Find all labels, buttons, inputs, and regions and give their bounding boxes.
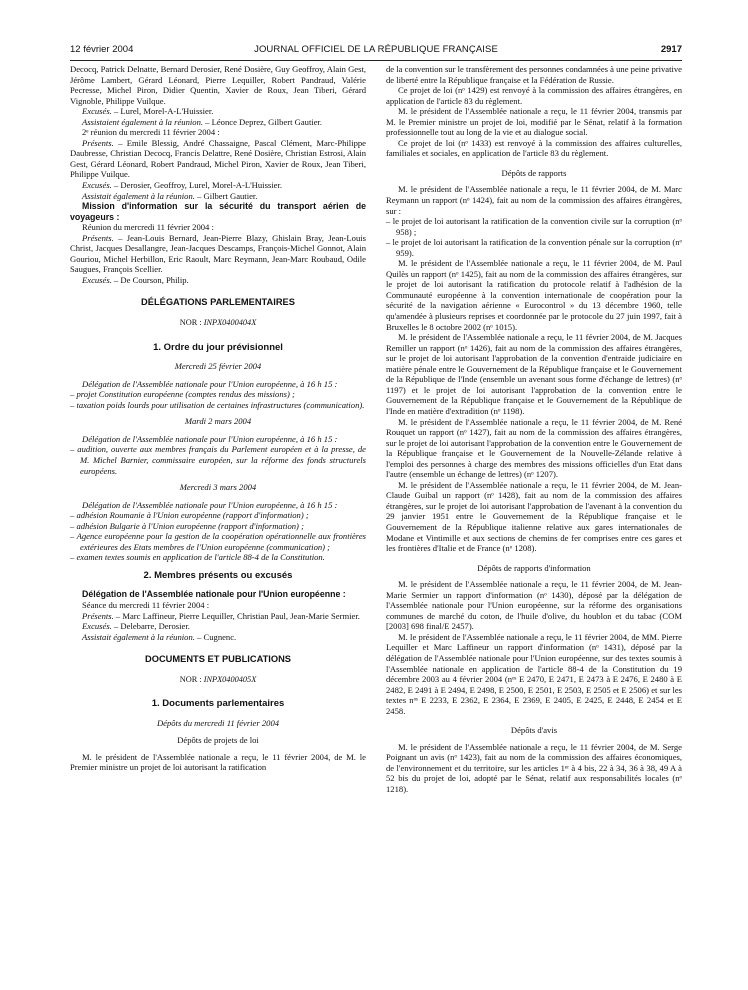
list-item: – examen textes soumis en application de l'article 88-4 de la Constitution. bbox=[70, 552, 325, 563]
header-date: 12 février 2004 bbox=[70, 44, 134, 55]
left-column bbox=[70, 64, 366, 773]
agenda-date: Mercredi 3 mars 2004 bbox=[179, 482, 257, 493]
list-item: – projet Constitution européenne (comptes rendus des missions) ; bbox=[70, 389, 295, 400]
paragraph: 2ᵉ réunion du mercredi 11 février 2004 : bbox=[82, 127, 220, 138]
paragraph: de la convention sur le transfèrement des personnes condamnées à une peine privative de liberté entre la République française et la Fédération de Russie. bbox=[386, 64, 682, 85]
paragraph: Ce projet de loi (nᵒ 1429) est renvoyé à la commission des affaires étrangères, en application de l'article 83 du règlement. bbox=[386, 85, 682, 106]
header-page-number: 2917 bbox=[660, 44, 682, 55]
nor-reference: NOR : INPX0400404X bbox=[179, 318, 257, 328]
list-item: – adhésion Roumanie à l'Union européenne (rapport d'information) ; bbox=[70, 510, 309, 521]
paragraph: Réunion du mercredi 11 février 2004 : bbox=[82, 222, 214, 233]
paragraph: Assistait également à la réunion. – Gilbert Gautier. bbox=[82, 190, 258, 201]
mission-title: Mission d'information sur la sécurité du transport aérien de voyageurs : bbox=[70, 201, 366, 222]
paragraph: Présents. – Marc Laffineur, Pierre Lequiller, Christian Paul, Jean-Marie Sermier. bbox=[82, 610, 360, 621]
paragraph: Assistaient également à la réunion. – Léonce Deprez, Gilbert Gautier. bbox=[82, 116, 323, 127]
header-title: JOURNAL OFFICIEL DE LA RÉPUBLIQUE FRANÇAISE bbox=[254, 44, 498, 55]
paragraph: M. le président de l'Assemblée nationale a reçu, le 11 février 2004, transmis par M. le Premier ministre un projet de loi, modifié par le Sénat, relatif à la formation professionnelle tout au long de la vie et au dialogue social. bbox=[386, 106, 682, 138]
paragraph: M. le président de l'Assemblée nationale a reçu, le 11 février 2004, de M. Jean-Marie Sermier un rapport d'information (nᵒ 1430), déposé par la délégation de l'Assemblée nationale pour l'Union européenne, sur la réforme des organisations communes de marché du coton, de l'huile d'olive, du houblon et du tabac (COM [2003] 698 final/E 2457). bbox=[386, 579, 682, 632]
subheading: Dépôts d'avis bbox=[510, 725, 558, 736]
list-item: – audition, ouverte aux membres français du Parlement européen et à la presse, de M. Michel Barnier, commissaire européen, sur la réforme des fonds structurels européens. bbox=[70, 444, 366, 476]
right-column bbox=[386, 64, 682, 795]
paragraph: M. le président de l'Assemblée nationale a reçu, le 11 février 2004, de M. Marc Reymann un rapport (nᵒ 1424), fait au nom de la commission des affaires étrangères, sur : bbox=[386, 184, 682, 216]
paragraph: Délégation de l'Assemblée nationale pour l'Union européenne, à 16 h 15 : bbox=[82, 433, 338, 444]
paragraph: Délégation de l'Assemblée nationale pour l'Union européenne, à 16 h 15 : bbox=[82, 378, 338, 389]
paragraph: Présents. – Jean-Louis Bernard, Jean-Pierre Blazy, Ghislain Bray, Jean-Louis Christ, Jacques Desallangre, Jean-Jacques Descamps, François-Michel Gonnot, Alain Gouriou, Michel Herbillon, Eric Raoult, Marc Reymann, Jean-Marc Roubaud, Odile Saugues, François Scellier. bbox=[70, 232, 366, 275]
paragraph: M. le président de l'Assemblée nationale a reçu, le 11 février 2004, de M. Jacques Remiller un rapport (nᵒ 1426), fait au nom de la commission des affaires étrangères, sur le projet de loi autorisant l'approbation de la convention d'entraide judiciaire en matière pénale entre le Gouvernement de la République française et le Gouvernement de la République de l'Inde (ensemble un avenant sous forme d'échange de lettres) (nᵒ 1197) et le projet de loi autorisant l'approbation de la convention entre le Gouvernement de la République française et le Gouvernement de la République de l'Inde en matière d'extradition (nᵒ 1198). bbox=[386, 332, 682, 416]
subsection-heading: 1. Documents parlementaires bbox=[151, 698, 285, 710]
paragraph: M. le président de l'Assemblée nationale a reçu, le 11 février 2004, de MM. Pierre Lequiller et Marc Laffineur un rapport d'information (nᵒ 1431), déposé par la délégation de l'Assemblée nationale pour l'Union européenne, sur des textes soumis à l'Assemblée nationale en application de l'article 88-4 de la Constitution du 19 décembre 2003 au 4 février 2004 (nᵒˢ E 2470, E 2471, E 2473 à E 2476, E 2480 à E 2482, E 2491 à E 2494, E 2498, E 2500, E 2501, E 2503, E 2505 et E 2506) et sur les textes nᵒˢ E 2233, E 2362, E 2364, E 2369, E 2405, E 2425, E 2448, E 2454 et E 2458. bbox=[386, 631, 682, 716]
subsection-heading: 1. Ordre du jour prévisionnel bbox=[153, 341, 283, 353]
paragraph: M. le président de l'Assemblée nationale a reçu, le 11 février 2004, de M. René Rouquet un rapport (nᵒ 1427), fait au nom de la commission des affaires étrangères, sur le projet de loi autorisant l'approbation de la convention entre le Gouvernement de la République française et le Gouvernement de la Nouvelle-Zélande relative à l'emploi des personnes à charge des membres des missions officielles d'un Etat dans l'autre (ensemble un échange de lettres) (nᵒ 1207). bbox=[386, 416, 682, 480]
section-title: DÉLÉGATIONS PARLEMENTAIRES bbox=[141, 297, 295, 308]
paragraph: M. le président de l'Assemblée nationale a reçu, le 11 février 2004, de M. Paul Quilès un rapport (nᵒ 1425), fait au nom de la commission des affaires étrangères, sur le projet de loi autorisant la ratification du protocole relatif à l'adhésion de la Communauté européenne à la convention internationale de coopération pour la sécurité de la navigation aérienne « Eurocontrol » du 13 décembre 1960, telle qu'amendée à plusieurs reprises et coordonnée par le protocole du 27 juin 1997, fait à Bruxelles le 8 octobre 2002 (nᵒ 1015). bbox=[386, 258, 682, 332]
paragraph: Séance du mercredi 11 février 2004 : bbox=[82, 599, 210, 610]
paragraph: Excusés. – De Courson, Philip. bbox=[82, 274, 189, 285]
paragraph: M. le président de l'Assemblée nationale a reçu, le 11 février 2004, de M. le Premier ministre un projet de loi autorisant la ratification bbox=[70, 751, 366, 773]
subsection-heading: 2. Membres présents ou excusés bbox=[143, 569, 293, 581]
paragraph: Assistait également à la réunion. – Cugnenc. bbox=[82, 631, 237, 642]
subheading: Dépôts de projets de loi bbox=[177, 735, 259, 746]
paragraph: Ce projet de loi (nᵒ 1433) est renvoyé à la commission des affaires culturelles, familiales et sociales, en application de l'article 83 du règlement. bbox=[386, 137, 682, 159]
nor-reference: NOR : INPX0400405X bbox=[179, 674, 257, 684]
list-item: – le projet de loi autorisant la ratification de la convention pénale sur la corruption (nᵒ 959). bbox=[386, 237, 682, 258]
list-item: – Agence européenne pour la gestion de la coopération opérationnelle aux frontières extérieures des Etats membres de l'Union européenne (communication) ; bbox=[70, 531, 366, 552]
list-item: – le projet de loi autorisant la ratification de la convention civile sur la corruption (nᵒ 958) ; bbox=[386, 216, 682, 237]
list-item: – adhésion Bulgarie à l'Union européenne (rapport d'information) ; bbox=[70, 520, 304, 531]
paragraph: Excusés. – Delebarre, Derosier. bbox=[82, 621, 190, 632]
section-title: DOCUMENTS ET PUBLICATIONS bbox=[145, 654, 291, 665]
paragraph: M. le président de l'Assemblée nationale a reçu, le 11 février 2004, de M. Jean-Claude Guibal un rapport (nᵒ 1428), fait au nom de la commission des affaires étrangères, sur le projet de loi autorisant l'approbation de l'avenant à la convention du 29 janvier 1951 entre le Gouvernement de la République française et le Gouvernement de la République italienne relative aux gares internationales de Modane et Vintimille et aux sections de chemins de fer comprises entre ces gares et les frontières d'Italie et de France (nᵒ 1208). bbox=[386, 479, 682, 554]
paragraph: Présents. – Emile Blessig, André Chassaigne, Pascal Clément, Marc-Philippe Daubresse, Christian Decocq, Francis Delattre, René Dosière, Christian Estrosi, Alain Gest, Gérard Léonard, Robert Pandraud, Michel Piron, Xavier de Roux, Jean Tiberi, Philippe Vuilque. bbox=[70, 137, 366, 180]
deposit-date: Dépôts du mercredi 11 février 2004 bbox=[156, 717, 280, 728]
header-rule bbox=[70, 60, 682, 61]
page-header bbox=[70, 44, 682, 58]
delegation-title: Délégation de l'Assemblée nationale pour l'Union européenne : bbox=[82, 589, 346, 600]
paragraph: M. le président de l'Assemblée nationale a reçu, le 11 février 2004, de M. Serge Poignant un avis (nᵒ 1423), fait au nom de la commission des affaires économiques, de l'environnement et du territoire, sur les articles 1ᵉʳ à 4 bis, 22 à 34, 36 à 38, 49 A à 52 bis du projet de loi, adopté par le Sénat, relatif aux responsabilités locales (nᵒ 1218). bbox=[386, 741, 682, 794]
paragraph: Délégation de l'Assemblée nationale pour l'Union européenne, à 16 h 15 : bbox=[82, 499, 338, 510]
paragraph: Excusés. – Derosier, Geoffroy, Lurel, Morel-A-L'Huissier. bbox=[82, 180, 282, 191]
subheading: Dépôts de rapports d'information bbox=[477, 562, 591, 573]
agenda-date: Mardi 2 mars 2004 bbox=[184, 416, 252, 427]
paragraph: Excusés. – Lurel, Morel-A-L'Huissier. bbox=[82, 106, 214, 117]
agenda-date: Mercredi 25 février 2004 bbox=[174, 361, 262, 372]
list-item: – taxation poids lourds pour utilisation de certaines infrastructures (communication). bbox=[70, 399, 365, 410]
paragraph: Decocq, Patrick Delnatte, Bernard Derosier, René Dosière, Guy Geoffroy, Alain Gest, Jérôme Lambert, Gérard Léonard, Pierre Lequiller, Robert Pandraud, Valérie Pecresse, Michel Piron, Didier Quentin, Xavier de Roux, Jean Tiberi, Gérard Vignoble, Philippe Vuilque. bbox=[70, 64, 366, 106]
subheading: Dépôts de rapports bbox=[501, 167, 567, 178]
